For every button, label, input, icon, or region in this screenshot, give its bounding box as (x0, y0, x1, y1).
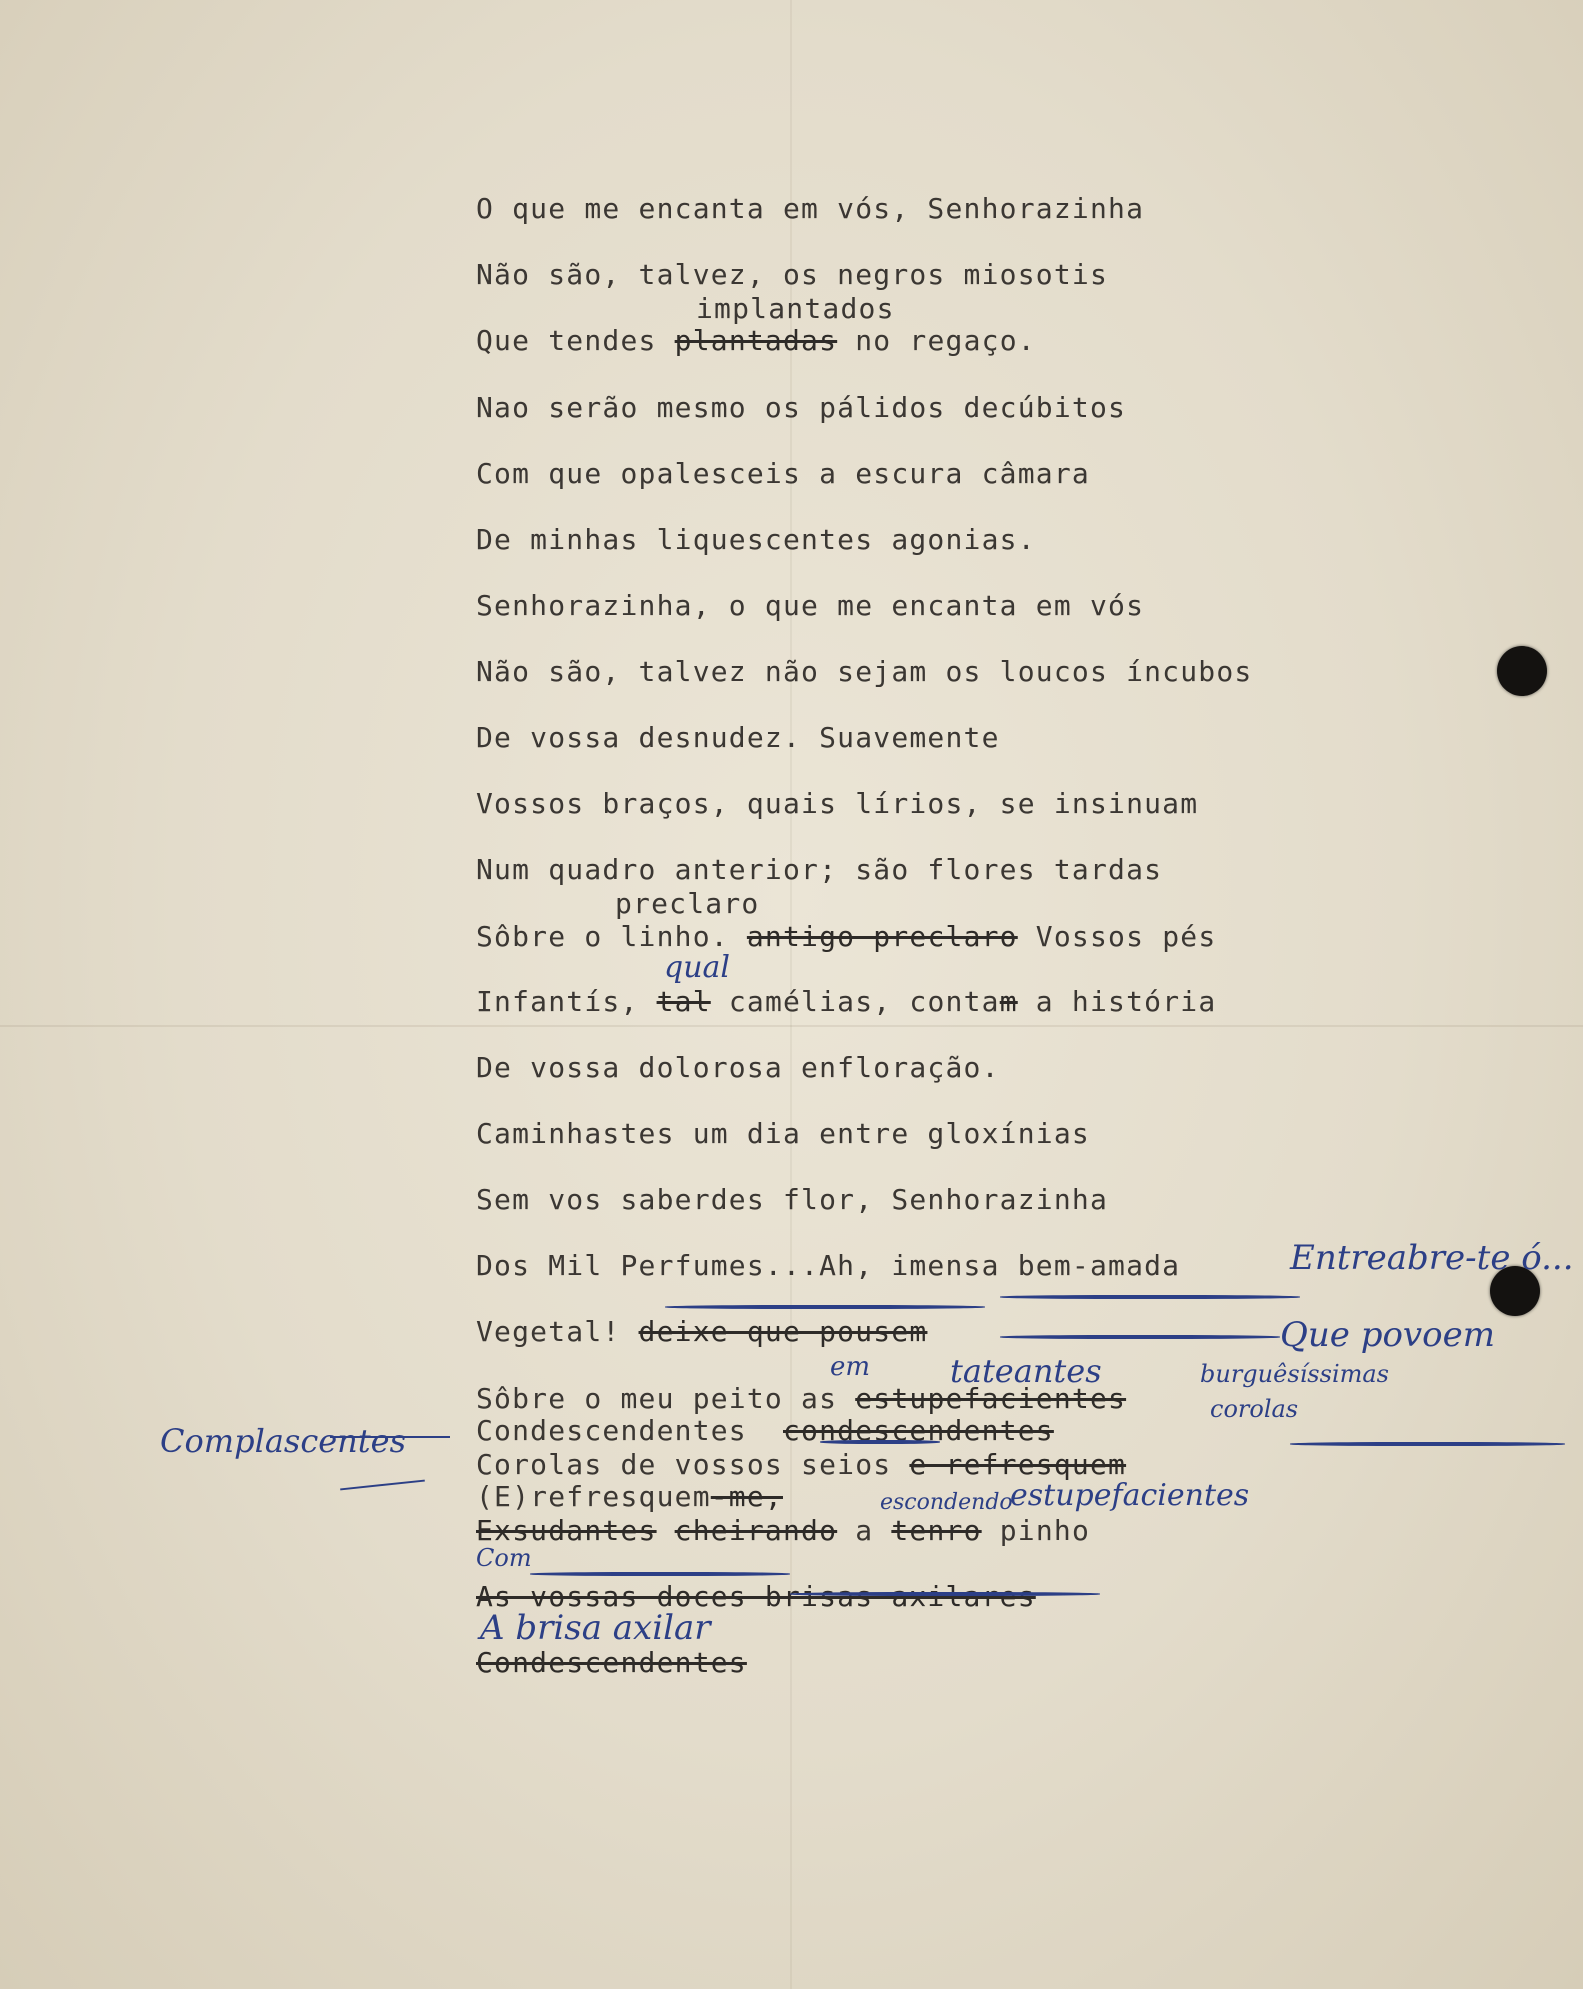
handwritten-note: A brisa axilar (480, 1608, 711, 1648)
struck-text: -me, (710, 1480, 783, 1513)
handwritten-note: tateantes (950, 1352, 1102, 1390)
poem-line: Dos Mil Perfumes...Ah, imensa bem-amada (476, 1249, 1181, 1282)
ink-scribble (665, 1305, 985, 1309)
ink-scribble (530, 1572, 790, 1576)
handwritten-note: Entreabre-te ó... (1290, 1238, 1574, 1278)
ink-scribble (1000, 1335, 1280, 1339)
struck-text: deixe que pousem (638, 1315, 928, 1348)
handwritten-note: Que povoem (1280, 1315, 1495, 1355)
handwritten-note: qual (664, 950, 731, 985)
poem-line: Sem vos saberdes flor, Senhorazinha (476, 1183, 1109, 1216)
punch-hole (1497, 646, 1547, 696)
struck-text: m (999, 985, 1018, 1018)
poem-line: Nao serão mesmo os pálidos decúbitos (476, 391, 1127, 424)
ink-scribble (1000, 1295, 1300, 1299)
struck-text: Exsudantes (476, 1514, 657, 1547)
handwritten-note: burguêsíssimas (1200, 1360, 1389, 1388)
struck-text: estupefacientes (855, 1382, 1127, 1415)
poem-line: Não são, talvez não sejam os loucos íncubos (476, 655, 1253, 688)
handwritten-note: Com (476, 1544, 532, 1572)
struck-text: As vossas doces brisas axilares (476, 1580, 1036, 1613)
ink-scribble (820, 1440, 940, 1444)
handwritten-note: em (830, 1352, 871, 1382)
poem-line: Exsudantes cheirando a tenro pinho (476, 1514, 1091, 1547)
poem-line: Corolas de vossos seios e refresquem (476, 1448, 1127, 1481)
poem-line: Vegetal! deixe que pousem (476, 1315, 928, 1348)
struck-text: Condescendentes (476, 1646, 747, 1679)
poem-line: Vossos braços, quais lírios, se insinuam (476, 787, 1199, 820)
typed-insertion: preclaro (615, 887, 760, 920)
struck-text: antigo preclaro (746, 920, 1018, 953)
poem-line: Num quadro anterior; são flores tardas (476, 853, 1163, 886)
poem-line: O que me encanta em vós, Senhorazinha (476, 192, 1145, 225)
poem-line: Caminhastes um dia entre gloxínias (476, 1117, 1090, 1150)
poem-line: (E)refresquem-me, (476, 1480, 783, 1513)
handwritten-note: escondendo (880, 1490, 1013, 1515)
handwritten-note: estupefacientes (1010, 1478, 1250, 1513)
poem-line (476, 1646, 747, 1679)
ink-underline (340, 1480, 425, 1491)
poem-line: Condescendentes condescendentes (476, 1414, 1054, 1447)
poem-line: De minhas liquescentes agonias. (476, 523, 1036, 556)
struck-text: plantadas (674, 324, 838, 357)
ink-scribble (790, 1592, 1100, 1596)
poem-line: Que tendes plantadas no regaço. (476, 324, 1036, 357)
struck-text: cheirando (674, 1514, 838, 1547)
poem-line: Senhorazinha, o que me encanta em vós (476, 589, 1145, 622)
poem-line: Não são, talvez, os negros miosotis (476, 258, 1109, 291)
poem-line: De vossa dolorosa enfloração. (476, 1051, 1000, 1084)
poem-line: Sôbre o meu peito as estupefacientes (476, 1382, 1127, 1415)
poem-line: Com que opalesceis a escura câmara (476, 457, 1090, 490)
ink-scribble (1290, 1442, 1565, 1446)
ink-underline (330, 1436, 450, 1438)
struck-text: e refresquem (909, 1448, 1127, 1481)
struck-text: condescendentes (783, 1414, 1054, 1447)
struck-text: tenro (891, 1514, 982, 1547)
poem-line: Infantís, tal camélias, contam a história (476, 985, 1217, 1018)
typed-insertion: implantados (696, 292, 895, 325)
poem-line: De vossa desnudez. Suavemente (476, 721, 1000, 754)
handwritten-note: corolas (1210, 1395, 1299, 1423)
poem-line: Sôbre o linho. antigo preclaro Vossos pés (476, 920, 1217, 953)
struck-text: tal (656, 985, 711, 1018)
handwritten-note: Complascentes (160, 1422, 406, 1460)
